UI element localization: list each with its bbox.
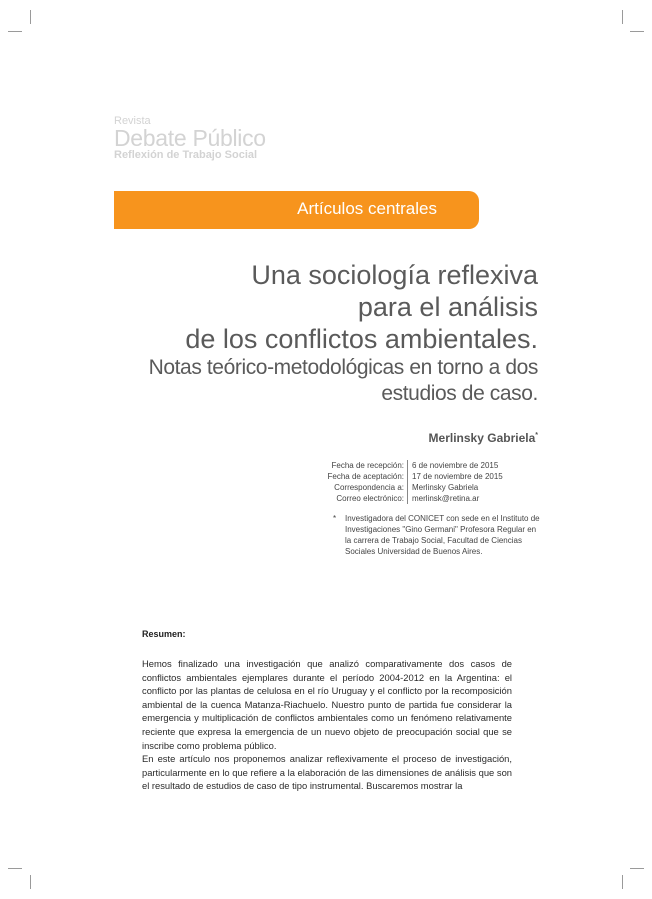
masthead-revista: Revista	[114, 115, 151, 127]
metadata-value: Merlinsky Gabriela	[412, 483, 479, 492]
section-label: Artículos centrales	[297, 199, 437, 218]
metadata-value: 17 de noviembre de 2015	[412, 472, 503, 481]
title-line: de los conflictos ambientales.	[185, 324, 538, 354]
abstract-paragraph: Hemos finalizado una investigación que analizó comparativamente dos casos de conflictos ambientales ejemplares durante el período 2004-2012 en la Argentina: el conflicto por las plantas de celulosa en el río Uruguay y el conflicto por la recomposición ambiental de la cuenca Matanza-Riachuelo. Nuestro punto de partida fue considerar la emergencia y multiplicación de conflictos ambientales como un fenómeno relativamente reciente que expresa la emergencia de un nuevo objeto de preocupación social que se inscribe como problema público.	[142, 658, 512, 751]
crop-mark	[30, 875, 31, 889]
masthead-subtitle: Reflexión de Trabajo Social	[114, 149, 258, 161]
metadata-label: Fecha de recepción:	[300, 460, 408, 471]
section-banner	[114, 191, 479, 229]
crop-mark	[30, 10, 31, 24]
title-line: para el análisis	[357, 292, 538, 322]
author-footnote	[333, 513, 543, 557]
author-name	[429, 431, 538, 445]
abstract-body	[142, 657, 512, 793]
masthead-title: Debate Público	[114, 125, 266, 151]
metadata-label: Correo electrónico:	[300, 493, 408, 504]
author-text: Merlinsky Gabriela	[428, 431, 536, 445]
metadata-row	[300, 460, 503, 471]
subtitle-line: estudios de caso.	[381, 382, 538, 405]
crop-mark	[630, 868, 644, 869]
article-title	[149, 259, 538, 407]
footnote-text: Investigadora del CONICET con sede en el Instituto de Investigaciones "Gino Germani" Profesora Regular en la carrera de Trabajo Social, Facultad de Ciencias Sociales Universidad de Buenos Aires.	[345, 514, 540, 556]
abstract-heading: Resumen:	[142, 629, 186, 639]
metadata-row	[300, 493, 503, 504]
metadata-label: Correspondencia a:	[300, 482, 408, 493]
title-line: Una sociología reflexiva	[251, 260, 538, 290]
metadata-value: 6 de noviembre de 2015	[412, 461, 499, 470]
crop-mark	[622, 875, 623, 889]
crop-mark	[630, 31, 644, 32]
footnote-mark: *	[333, 514, 337, 523]
metadata-label: Fecha de aceptación:	[300, 471, 408, 482]
journal-masthead	[114, 116, 266, 162]
subtitle-line: Notas teórico-metodológicas en torno a dos	[148, 356, 538, 379]
article-metadata	[300, 460, 503, 504]
author-footnote-mark: *	[535, 432, 538, 439]
metadata-row	[300, 471, 503, 482]
crop-mark	[8, 868, 22, 869]
crop-mark	[622, 10, 623, 24]
metadata-value: merlinsk@retina.ar	[412, 494, 480, 503]
abstract-paragraph: En este artículo nos proponemos analizar reflexivamente el proceso de investigación, particularmente en lo que refiere a la elaboración de las dimensiones de análisis que son el resultado de estudios de caso de tipo instrumental. Buscaremos mostrar la	[142, 753, 512, 792]
metadata-row	[300, 482, 503, 493]
crop-mark	[8, 31, 22, 32]
